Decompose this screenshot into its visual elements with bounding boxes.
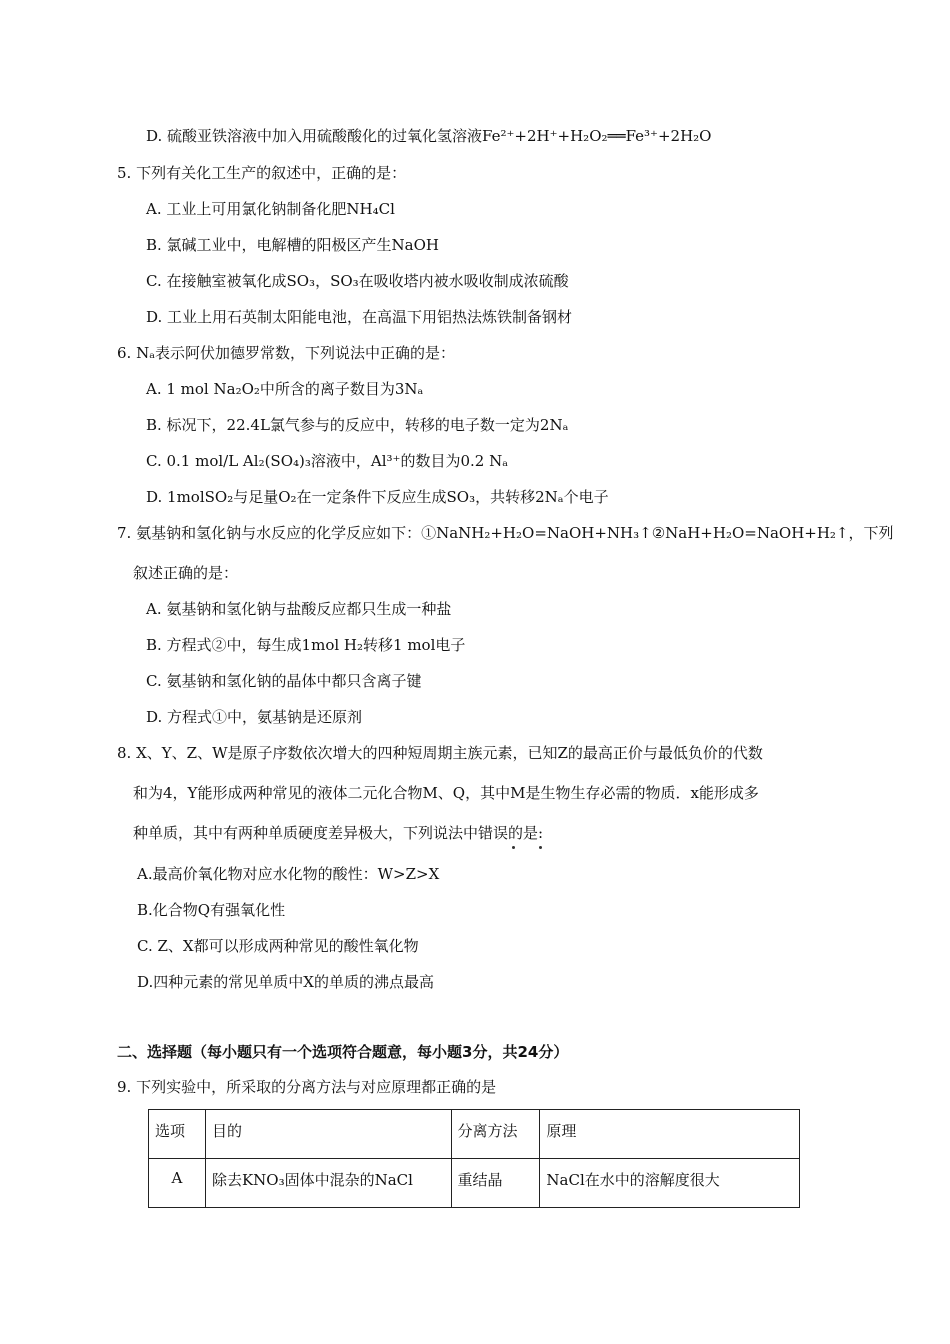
q4-option-d: D. 硫酸亚铁溶液中加入用硫酸酸化的过氧化氢溶液Fe²⁺+2H⁺+H₂O₂══Fe³⁺+2H₂O [146,127,712,145]
q8-option-b: B.化合物Q有强氧化性 [137,901,286,919]
q7-option-c: C. 氨基钠和氢化钠的晶体中都只含离子键 [146,672,422,690]
question-9-stem: 9. 下列实验中，所采取的分离方法与对应原理都正确的是 [117,1078,497,1096]
question-9-table [148,1109,800,1208]
header-option: 选项 [149,1110,206,1159]
header-purpose: 目的 [205,1110,451,1159]
question-5-stem: 5. 下列有关化工生产的叙述中，正确的是： [117,164,407,182]
cell-principle: NaCl在水中的溶解度很大 [540,1159,800,1208]
question-8-stem: 8. X、Y、Z、W是原子序数依次增大的四种短周期主族元素，已知Z的最高正价与最低负价的代数 [117,744,763,762]
table-row [149,1159,800,1208]
cell-method: 重结晶 [451,1159,540,1208]
cell-purpose: 除去KNO₃固体中混杂的NaCl [205,1159,451,1208]
q5-option-a: A. 工业上可用氯化钠制备化肥NH₄Cl [146,200,395,218]
emphasis-dot [539,846,542,849]
cell-option: A [149,1159,206,1208]
q6-option-a: A. 1 mol Na₂O₂中所含的离子数目为3Nₐ [146,380,424,398]
q8-option-a: A.最高价氧化物对应水化物的酸性：W>Z>X [137,865,440,883]
header-method: 分离方法 [451,1110,540,1159]
q6-option-c: C. 0.1 mol/L Al₂(SO₄)₃溶液中，Al³⁺的数目为0.2 Nₐ [146,452,508,470]
q7-option-b: B. 方程式②中，每生成1mol H₂转移1 mol电子 [146,636,466,654]
question-7-stem-cont: 叙述正确的是： [133,564,239,582]
question-8-stem-cont-1: 和为4，Y能形成两种常见的液体二元化合物M、Q，其中M是生物生存必需的物质．x能形成多 [133,784,759,802]
q7-option-d: D. 方程式①中，氨基钠是还原剂 [146,708,363,726]
q6-option-b: B. 标况下，22.4L氯气参与的反应中，转移的电子数一定为2Nₐ [146,416,569,434]
table-header-row [149,1110,800,1159]
question-7-stem: 7. 氨基钠和氢化钠与水反应的化学反应如下：①NaNH₂+H₂O=NaOH+NH₃↑②NaH+H₂O=NaOH+H₂↑，下列 [117,524,894,542]
q6-option-d: D. 1molSO₂与足量O₂在一定条件下反应生成SO₃，共转移2Nₐ个电子 [146,488,609,506]
question-6-stem: 6. Nₐ表示阿伏加德罗常数，下列说法中正确的是： [117,344,455,362]
q7-option-a: A. 氨基钠和氢化钠与盐酸反应都只生成一种盐 [146,600,452,618]
q8-option-c: C. Z、X都可以形成两种常见的酸性氧化物 [137,937,419,955]
q5-option-d: D. 工业上用石英制太阳能电池，在高温下用铝热法炼铁制备钢材 [146,308,573,326]
q8-option-d: D.四种元素的常见单质中X的单质的沸点最高 [137,973,434,991]
emphasis-dot [512,846,515,849]
question-8-stem-cont-2: 种单质，其中有两种单质硬度差异极大，下列说法中错误的是: [133,824,544,842]
q5-option-b: B. 氯碱工业中，电解槽的阳极区产生NaOH [146,236,440,254]
section-2-heading: 二、选择题（每小题只有一个选项符合题意，每小题3分，共24分） [117,1043,569,1061]
header-principle: 原理 [540,1110,800,1159]
q5-option-c: C. 在接触室被氧化成SO₃，SO₃在吸收塔内被水吸收制成浓硫酸 [146,272,569,290]
